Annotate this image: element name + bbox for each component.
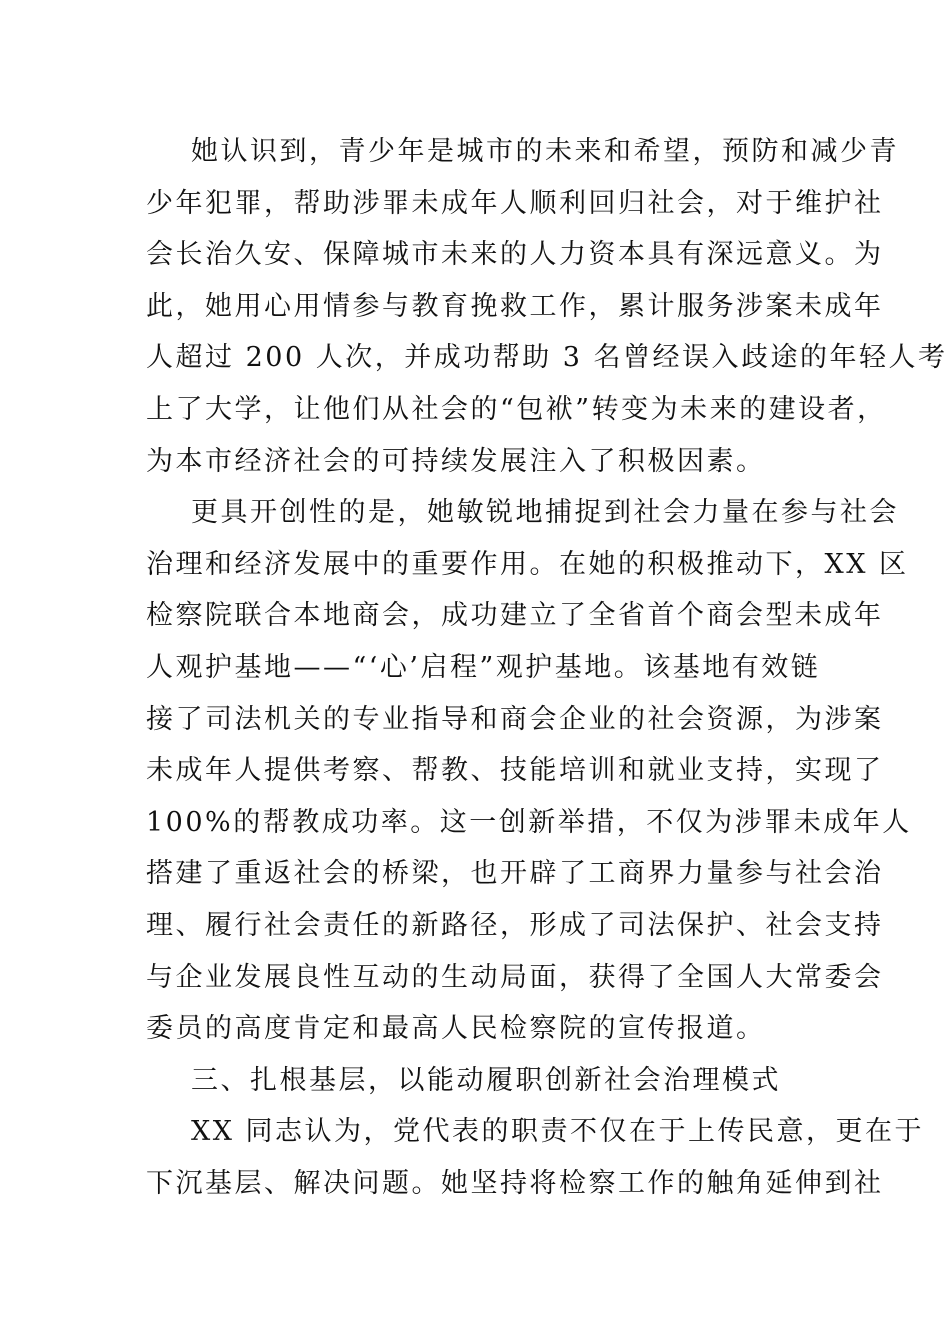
- paragraph-2-line-1: 更具开创性的是，她敏锐地捕捉到社会力量在参与社会: [191, 497, 899, 529]
- paragraph-1-line-4: 此，她用心用情参与教育挽救工作，累计服务涉案未成年: [146, 290, 884, 322]
- paragraph-2-line-5: 接了司法机关的专业指导和商会企业的社会资源，为涉案: [146, 703, 884, 735]
- document-body: [146, 126, 948, 1209]
- paragraph-2-line-6: 未成年人提供考察、帮教、技能培训和就业支持，实现了: [146, 755, 884, 787]
- paragraph-2-line-2: 治理和经济发展中的重要作用。在她的积极推动下，XX 区: [146, 548, 909, 580]
- paragraph-2-line-9: 理、履行社会责任的新路径，形成了司法保护、社会支持: [146, 909, 884, 941]
- paragraph-1-line-1: 她认识到，青少年是城市的未来和希望，预防和减少青: [191, 136, 899, 167]
- paragraph-2-line-7: 100%的帮教成功率。这一创新举措，不仅为涉罪未成年人: [146, 806, 912, 838]
- paragraph-2-line-8: 搭建了重返社会的桥梁，也开辟了工商界力量参与社会治: [146, 858, 884, 890]
- paragraph-1-line-3: 会长治久安、保障城市未来的人力资本具有深远意义。为: [146, 239, 884, 271]
- paragraph-3-line-1: XX 同志认为，党代表的职责不仅在于上传民意，更在于: [191, 1116, 925, 1148]
- paragraph-2-line-3: 检察院联合本地商会，成功建立了全省首个商会型未成年: [146, 600, 884, 632]
- paragraph-1-line-7: 为本市经济社会的可持续发展注入了积极因素。: [146, 445, 766, 477]
- paragraph-1-line-2: 少年犯罪，帮助涉罪未成年人顺利回归社会，对于维护社: [146, 187, 884, 219]
- paragraph-2-line-11: 委员的高度肯定和最高人民检察院的宣传报道。: [146, 1013, 766, 1045]
- paragraph-2-line-10: 与企业发展良性互动的生动局面，获得了全国人大常委会: [146, 961, 884, 993]
- paragraph-1-line-5: 人超过 200 人次，并成功帮助 3 名曾经误入歧途的年轻人考: [146, 342, 948, 374]
- paragraph-3-line-2: 下沉基层、解决问题。她坚持将检察工作的触角延伸到社: [146, 1167, 884, 1199]
- section-heading: 三、扎根基层，以能动履职创新社会治理模式: [191, 1064, 781, 1096]
- paragraph-1-line-6: 上了大学，让他们从社会的“包袱”转变为未来的建设者，: [146, 393, 887, 425]
- paragraph-2-line-4: 人观护基地——“‘心’启程”观护基地。该基地有效链: [146, 651, 821, 683]
